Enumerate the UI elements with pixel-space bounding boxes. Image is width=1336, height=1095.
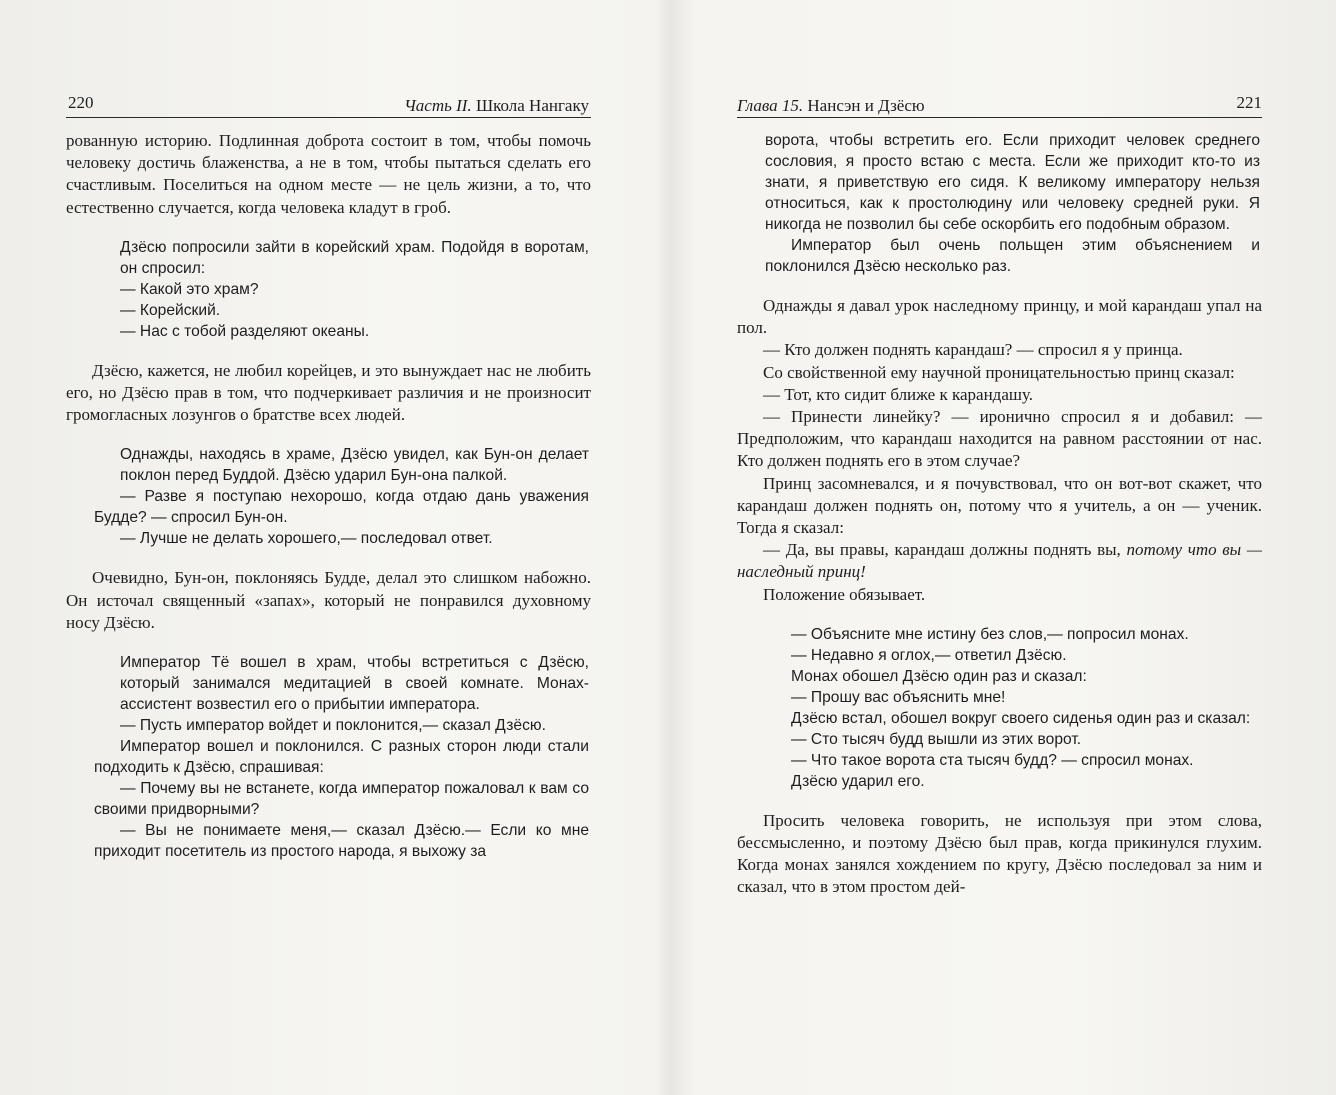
- paragraph: Со свойственной ему научной проницательностью принц сказал:: [763, 362, 1235, 382]
- running-head-part: Часть II.: [404, 96, 472, 115]
- right-page-header: [737, 86, 1262, 118]
- right-page: [737, 86, 1262, 899]
- quote-paragraph: Император вошел и поклонился. С разных сторон люди стали подходить к Дзёсю, спрашивая:: [94, 738, 589, 777]
- quote-paragraph: — Лучше не делать хорошего,— последовал ответ.: [120, 530, 493, 548]
- paragraph: Дзёсю, кажется, не любил корейцев, и это вынуждает нас не любить его, но Дзёсю прав в том, что подчеркивает различия и не произносит громогласных лозунгов о братстве всех людей.: [66, 360, 591, 425]
- left-page-body: [66, 118, 591, 862]
- paragraph: — Принести линейку? — иронично спросил я и добавил: — Предположим, что карандаш находится на равном расстоянии от нас. Кто должен поднять его в этом случае?: [737, 407, 1262, 471]
- quote-paragraph: Дзёсю встал, обошел вокруг своего сиденья один раз и сказал:: [791, 709, 1251, 727]
- quote-paragraph: Однажды, находясь в храме, Дзёсю увидел, как Бун-он делает поклон перед Буддой. Дзёсю ударил Бун-она палкой.: [120, 446, 589, 485]
- quote-paragraph: — Корейский.: [120, 301, 221, 319]
- paragraph: — Кто должен поднять карандаш? — спросил я у принца.: [763, 340, 1183, 360]
- paragraph-text: — Да, вы правы, карандаш должны поднять вы,: [763, 540, 1127, 560]
- right-page-body: [737, 118, 1262, 899]
- paragraph: — Тот, кто сидит ближе к карандашу.: [763, 384, 1033, 404]
- quote-paragraph: — Что такое ворота ста тысяч будд? — спросил монах.: [791, 751, 1194, 769]
- paragraph: Положение обязывает.: [763, 584, 926, 604]
- quote-paragraph: — Пусть император войдет и поклонится,— сказал Дзёсю.: [120, 717, 546, 735]
- quote-paragraph: — Прошу вас объяснить мне!: [791, 688, 1006, 706]
- paragraph: [737, 539, 1262, 583]
- quote-paragraph: Дзёсю ударил его.: [791, 772, 925, 790]
- right-running-head: [737, 95, 925, 117]
- quote-paragraph: — Объясните мне истину без слов,— попросил монах.: [791, 625, 1189, 643]
- right-page-number: 221: [1236, 93, 1262, 112]
- left-page-number: 220: [68, 93, 94, 112]
- running-head-title: Нансэн и Дзёсю: [807, 96, 925, 115]
- quote-paragraph: — Недавно я оглох,— ответил Дзёсю.: [791, 646, 1067, 664]
- quote-paragraph: Дзёсю попросили зайти в корейский храм. Подойдя в воротам, он спросил:: [120, 238, 589, 277]
- quote-paragraph: — Почему вы не встанете, когда император пожаловал к вам со своими придворными?: [94, 780, 589, 819]
- quote-paragraph: — Какой это храм?: [120, 280, 259, 298]
- running-head-chapter: Глава 15.: [737, 96, 804, 115]
- paragraph: рованную историю. Подлинная доброта состоит в том, чтобы помочь человеку достичь блаженства, а не в том, чтобы пытаться сделать его счастливым. Поселиться на одном месте — не цель жизни, а то, что естественно случается, когда человека кладут в гроб.: [66, 131, 591, 217]
- quote-paragraph: Монах обошел Дзёсю один раз и сказал:: [791, 667, 1087, 685]
- left-running-head: [404, 95, 589, 117]
- quote-paragraph: Император Тё вошел в храм, чтобы встретиться с Дзёсю, который занимался медитацией в своей комнате. Монах-ассистент возвестил его о прибытии императора.: [120, 654, 589, 714]
- paragraph: Принц засомневался, и я почувствовал, что он вот-вот скажет, что карандаш должен поднять он, потому что я учитель, а он — ученик. Тогда я сказал:: [737, 473, 1262, 538]
- running-head-title: Школа Нангаку: [475, 96, 589, 115]
- quote-paragraph: — Сто тысяч будд вышли из этих ворот.: [791, 730, 1082, 748]
- paragraph: Просить человека говорить, не используя при этом слова, бессмысленно, и поэтому Дзёсю был прав, когда прикинулся глухим. Когда монах занялся хождением по кругу, Дзёсю последовал за ним и сказал, что в этом простом дей-: [737, 810, 1262, 897]
- quote-paragraph: Император был очень польщен этим объяснением и поклонился Дзёсю несколько раз.: [765, 237, 1260, 275]
- left-page-header: [66, 86, 591, 118]
- quote-paragraph: ворота, чтобы встретить его. Если приходит человек среднего сословия, я просто встаю с места. Если же приходит кто-то из знати, я приветствую его сидя. К великому императору нельзя относиться, как к простолюдину или человеку средней руки. Я никогда не позволил бы себе оскорбить его подобным образом.: [765, 132, 1260, 233]
- italic-emphasis: потому что вы — наследный принц!: [737, 540, 1262, 582]
- quote-paragraph: — Вы не понимаете меня,— сказал Дзёсю.— Если ко мне приходит посетитель из простого народа, я выхожу за: [94, 822, 589, 861]
- quote-paragraph: — Нас с тобой разделяют океаны.: [120, 322, 370, 340]
- paragraph: Очевидно, Бун-он, поклоняясь Будде, делал это слишком набожно. Он источал священный «запах», который не понравился духовному носу Дзёсю.: [66, 568, 591, 632]
- quote-paragraph: — Разве я поступаю нехорошо, когда отдаю дань уважения Будде? — спросил Бун-он.: [94, 488, 589, 527]
- paragraph: Однажды я давал урок наследному принцу, и мой карандаш упал на пол.: [737, 296, 1262, 338]
- left-page: [66, 86, 591, 862]
